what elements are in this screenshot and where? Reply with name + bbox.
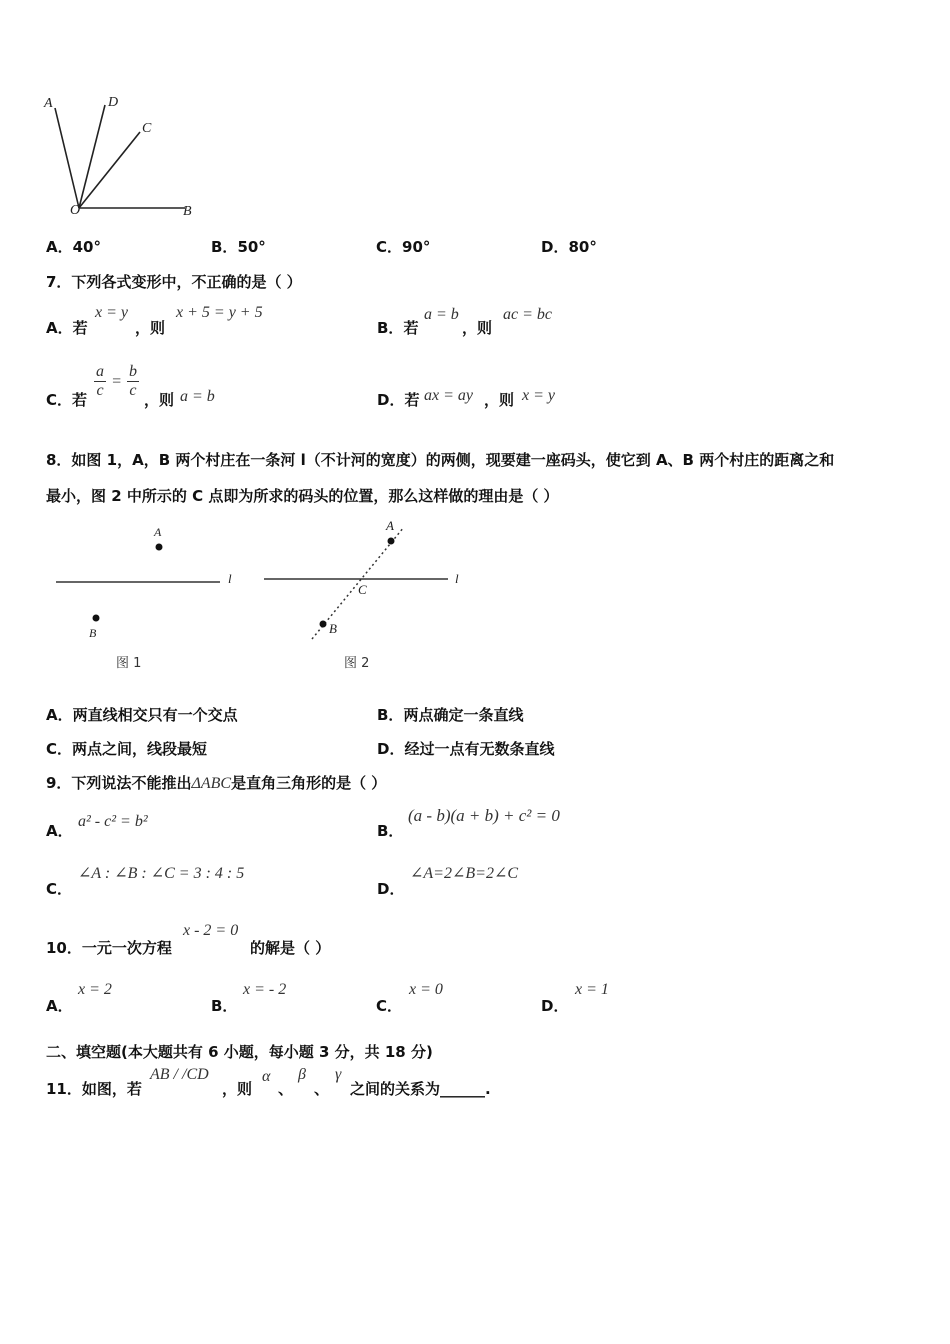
q9-option-c[interactable]: C． [46,880,73,898]
q7-c-then: ，则 [144,391,175,409]
q6-option-c[interactable]: C．90° [376,238,431,256]
q7-a-result: x + 5 = y + 5 [176,304,263,321]
q6-option-d[interactable]: D．80° [541,238,597,256]
q10-stem-pre: 10．一元一次方程 [46,939,172,957]
figure-1 [50,520,250,670]
fig2-label-c: C [358,582,367,597]
q10-a-math: x = 2 [78,981,112,998]
q7-a-then: ，则 [135,319,166,337]
q8-stem-line2: 最小，图 2 中所示的 C 点即为所求的码头的位置，那么这样做的理由是（ ） [46,487,559,505]
q10-option-a[interactable]: A． [46,997,73,1015]
q8-stem-line1: 8．如图 1，A，B 两个村庄在一条河 l（不计河的宽度）的两侧，现要建一座码头，使它到 A、B 两个村庄的距离之和 [46,451,835,469]
fig2-label-b: B [329,621,337,636]
q7-c-result: a = b [180,388,215,405]
q7-b-cond: a = b [424,306,459,323]
fraction-b-over-c: $\frac{b}{c}$ [128,363,137,399]
q8-option-b[interactable]: B．两点确定一条直线 [377,706,524,724]
q7-b-then: ，则 [462,319,493,337]
q8-option-a[interactable]: A．两直线相交只有一个交点 [46,706,238,724]
q7-b-result: ac = bc [503,306,552,323]
q10-c-math: x = 0 [409,981,443,998]
q11-math: AB / /CD [150,1066,209,1083]
q10-option-c[interactable]: C． [376,997,403,1015]
q7-a-cond: x = y [95,304,128,321]
q6-option-b[interactable]: B．50° [211,238,266,256]
q9-option-b[interactable]: B． [377,822,404,840]
q10-d-math: x = 1 [575,981,609,998]
q10-b-math: x = - 2 [243,981,287,998]
q8-option-c[interactable]: C．两点之间，线段最短 [46,740,208,758]
gamma-symbol: γ [335,1066,342,1083]
section-2-title: 二、填空题(本大题共有 6 小题，每小题 3 分，共 18 分) [46,1043,433,1061]
q9-a-math: a² - c² = b² [78,813,148,830]
q7-d-cond: ax = ay [424,387,473,404]
alpha-symbol: α [262,1068,271,1085]
q10-option-b[interactable]: B． [211,997,238,1015]
fig1-label-b: B [89,626,97,640]
q7-option-d[interactable]: D．若 [377,391,420,409]
q6-option-a[interactable]: A．40° [46,238,101,256]
q11-post: 之间的关系为______. [350,1080,491,1098]
label-o: O [70,203,81,218]
figure-2 [260,515,480,675]
q7-d-then: ，则 [484,391,515,409]
fig1-label-a: A [154,525,162,539]
q7-option-c[interactable]: C．若 [46,391,88,409]
q11-mid: ，则 [222,1080,253,1098]
fig1-label-l: l [228,571,232,586]
fig2-label-a: A [386,518,394,533]
fraction-a-over-c: $\frac{a}{c}$ [96,363,104,399]
label-a: A [44,96,53,111]
q9-stem-math: ΔABC [191,775,232,792]
q10-stem-post: 的解是（ ） [250,939,331,957]
q9-d-math: ∠A=2∠B=2∠C [410,865,519,882]
q9-c-math: ∠A : ∠B : ∠C = 3 : 4 : 5 [78,865,245,882]
q9-b-math: (a - b)(a + b) + c² = 0 [408,806,560,825]
q7-d-result: x = y [522,387,555,404]
fig2-label-l: l [455,571,459,586]
q7-stem: 7．下列各式变形中，不正确的是（ ） [46,273,302,291]
q11-sep1: 、 [278,1080,294,1098]
fig1-caption: 图 1 [116,656,142,671]
q8-option-d[interactable]: D．经过一点有无数条直线 [377,740,555,758]
q10-stem-math: x - 2 = 0 [183,922,239,939]
q10-option-d[interactable]: D． [541,997,569,1015]
q7-c-fraction-eq: $\frac{a}{c}$ = $\frac{b}{c}$ [96,363,137,399]
label-c: C [142,121,152,136]
beta-symbol: β [298,1066,306,1083]
q9-option-a[interactable]: A． [46,822,73,840]
label-d: D [108,95,119,110]
q11-sep2: 、 [314,1080,330,1098]
fig2-caption: 图 2 [344,656,370,671]
label-b: B [183,204,192,219]
q9-option-d[interactable]: D． [377,880,405,898]
q9-stem: 9．下列说法不能推出ΔABC是直角三角形的是（ ） [46,774,387,792]
q11-pre: 11．如图，若 [46,1080,142,1098]
q7-option-b[interactable]: B．若 [377,319,419,337]
q7-option-a[interactable]: A．若 [46,319,88,337]
